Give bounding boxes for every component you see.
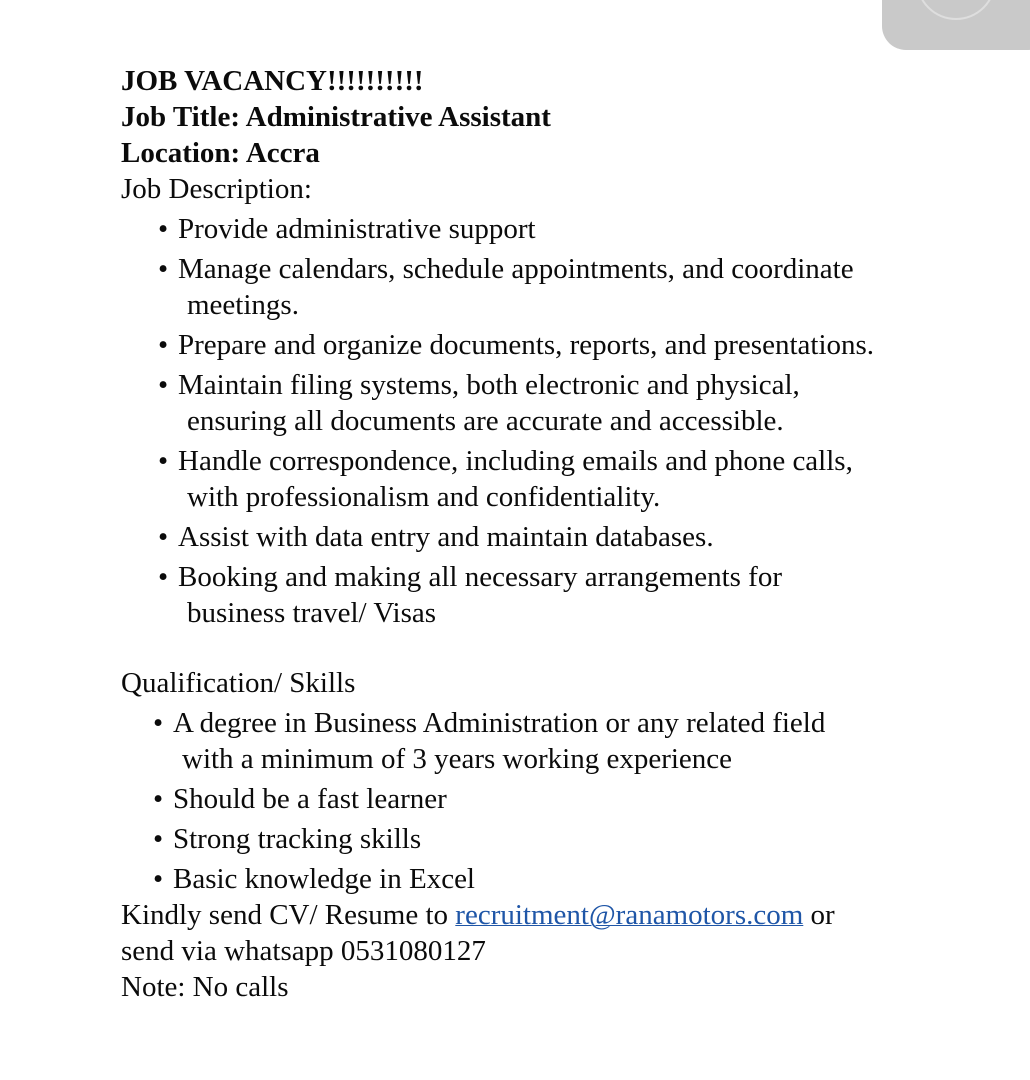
bullet-icon: •: [153, 707, 164, 739]
list-item-text: Manage calendars, schedule appointments, and coordinate: [178, 253, 854, 285]
list-item: [153, 861, 981, 897]
list-item-text: A degree in Business Administration or any related field: [173, 707, 826, 739]
list-item: [158, 519, 981, 555]
list-item: [158, 251, 981, 323]
whatsapp-line: send via whatsapp 0531080127: [121, 935, 486, 967]
list-item: [158, 327, 981, 363]
bullet-icon: •: [158, 369, 169, 401]
job-title: Job Title: Administrative Assistant: [121, 101, 551, 133]
list-item-text: Booking and making all necessary arrangements for: [178, 561, 782, 593]
list-item-text-continued: business travel/ Visas: [187, 597, 437, 629]
note-line: Note: No calls: [121, 971, 289, 1003]
email-link[interactable]: recruitment@ranamotors.com: [455, 899, 804, 931]
list-item: [158, 443, 981, 515]
list-item-text: Basic knowledge in Excel: [173, 863, 475, 895]
qualifications-list: [153, 705, 981, 897]
list-item: [153, 781, 981, 817]
bullet-icon: •: [158, 445, 169, 477]
bullet-icon: •: [158, 521, 169, 553]
description-heading: Job Description:: [121, 173, 312, 205]
list-item-text-continued: with professionalism and confidentiality.: [187, 481, 661, 513]
corner-overlay-button[interactable]: [882, 0, 1030, 50]
contact-prefix: Kindly send CV/ Resume to: [121, 899, 456, 931]
list-item-text: Provide administrative support: [178, 213, 536, 245]
list-item: [153, 705, 981, 777]
description-list: [158, 211, 981, 631]
list-item-text-continued: with a minimum of 3 years working experience: [182, 743, 733, 775]
list-item: [158, 559, 981, 631]
list-item-text-continued: ensuring all documents are accurate and accessible.: [187, 405, 784, 437]
list-item-text: Assist with data entry and maintain databases.: [178, 521, 714, 553]
list-item-text: Handle correspondence, including emails and phone calls,: [178, 445, 853, 477]
circle-icon: [916, 0, 996, 20]
list-item-text: Strong tracking skills: [173, 823, 422, 855]
bullet-icon: •: [158, 213, 169, 245]
bullet-icon: •: [158, 561, 169, 593]
list-item: [158, 211, 981, 247]
contact-suffix: or: [803, 899, 835, 931]
spacer: [121, 631, 981, 665]
bullet-icon: •: [153, 783, 164, 815]
qualifications-heading: Qualification/ Skills: [121, 667, 356, 699]
list-item-text-continued: meetings.: [187, 289, 299, 321]
bullet-icon: •: [158, 329, 169, 361]
bullet-icon: •: [153, 863, 164, 895]
job-posting: [121, 63, 981, 1005]
list-item-text: Prepare and organize documents, reports, and presentations.: [178, 329, 875, 361]
job-location: Location: Accra: [121, 137, 320, 169]
bullet-icon: •: [158, 253, 169, 285]
list-item-text: Should be a fast learner: [173, 783, 447, 815]
list-item: [158, 367, 981, 439]
bullet-icon: •: [153, 823, 164, 855]
list-item: [153, 821, 981, 857]
contact-line: [121, 897, 981, 933]
vacancy-heading: JOB VACANCY!!!!!!!!!!: [121, 65, 424, 97]
list-item-text: Maintain filing systems, both electronic and physical,: [178, 369, 800, 401]
